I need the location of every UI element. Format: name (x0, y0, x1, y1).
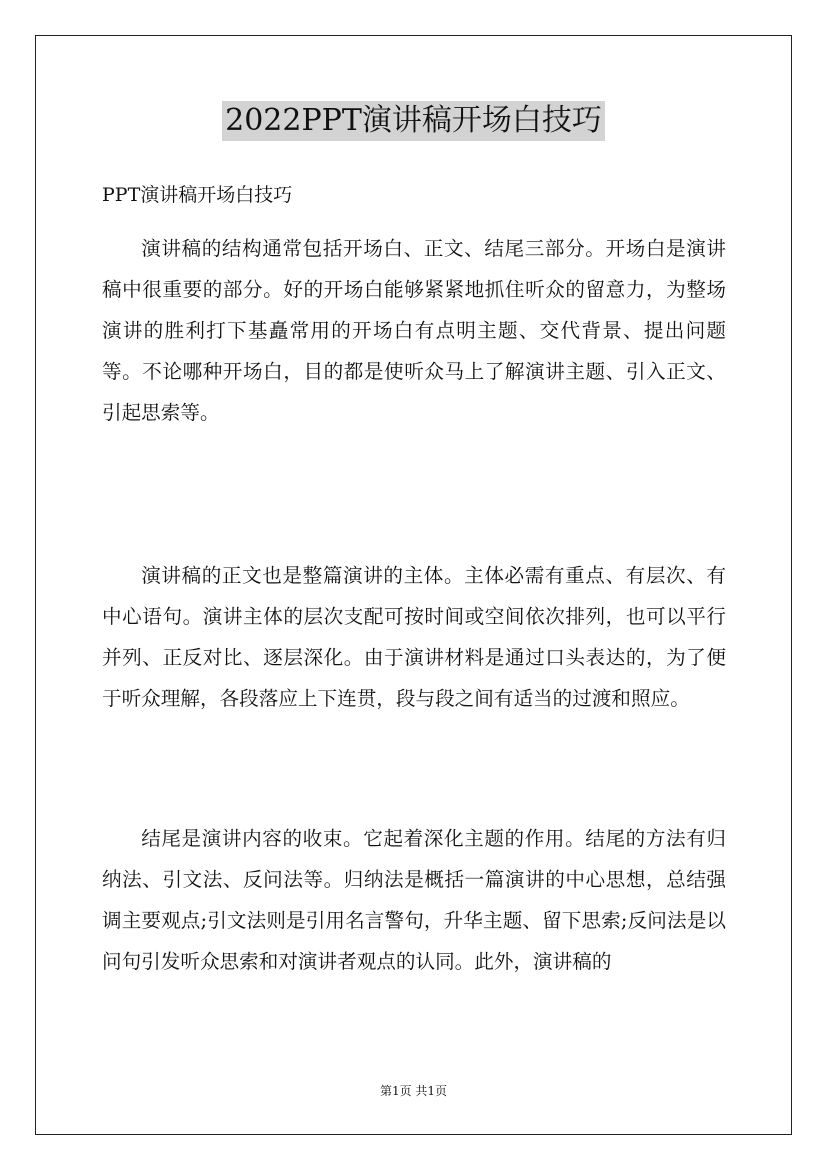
paragraph-text: 结尾是演讲内容的收束。它起着深化主题的作用。结尾的方法有归纳法、引文法、反问法等。归纳法是概括一篇演讲的中心思想，总结强调主要观点;引文法则是引用名言警句，升华主题、留下思索;反问法是以问句引发听众思索和对演讲者观点的认同。此外，演讲稿的 (102, 827, 726, 973)
title-container (0, 101, 827, 141)
paragraph-text: 演讲稿的正文也是整篇演讲的主体。主体必需有重点、有层次、有中心语句。演讲主体的层次支配可按时间或空间依次排列，也可以平行并列、正反对比、逐层深化。由于演讲材料是通过口头表达的，为了便于听众理解，各段落应上下连贯，段与段之间有适当的过渡和照应。 (102, 564, 726, 710)
paragraph-body (102, 555, 726, 719)
paragraph-ending (102, 818, 726, 982)
paragraph-text: 演讲稿的结构通常包括开场白、正文、结尾三部分。开场白是演讲稿中很重要的部分。好的开场白能够紧紧地抓住听众的留意力，为整场演讲的胜利打下基矗常用的开场白有点明主题、交代背景、提出问题等。不论哪种开场白，目的都是使听众马上了解演讲主题、引入正文、引起思索等。 (102, 237, 726, 424)
document-title: 2022PPT演讲稿开场白技巧 (222, 101, 605, 141)
paragraph-opening (102, 228, 726, 433)
page-footer: 第1页 共1页 (379, 1084, 448, 1098)
document-subtitle: PPT演讲稿开场白技巧 (102, 184, 293, 206)
